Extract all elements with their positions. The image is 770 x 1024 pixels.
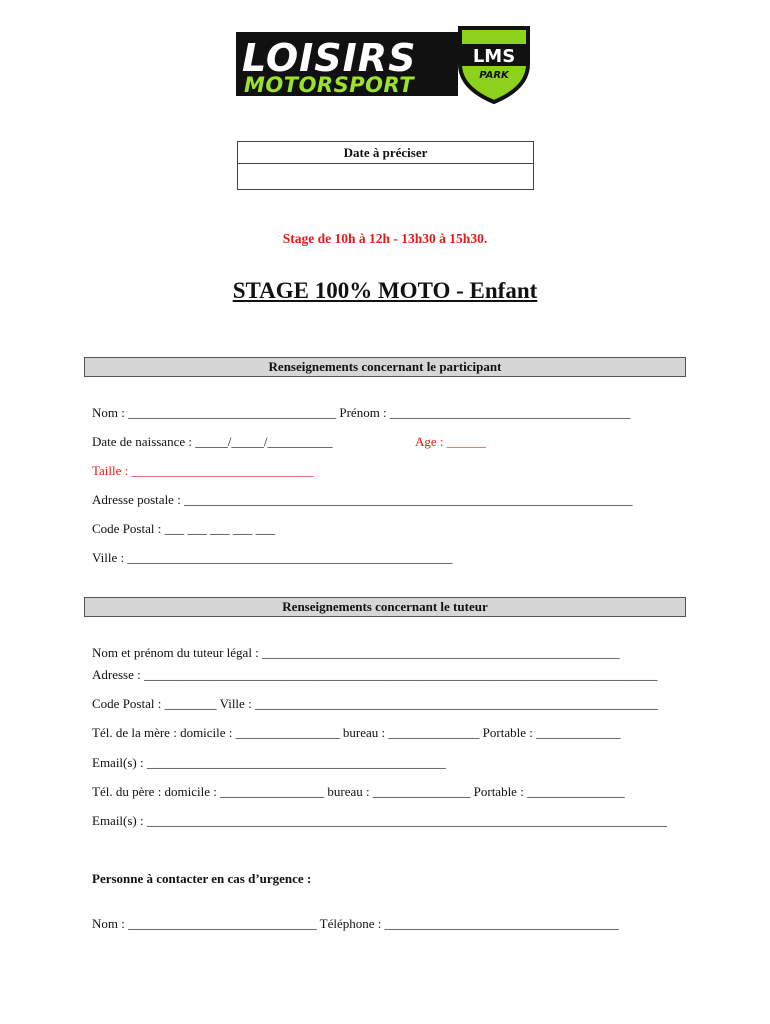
participant-city-field[interactable]: Ville : __________________________________________________ xyxy=(92,550,453,565)
mother-phone-field[interactable]: Tél. de la mère : domicile : ________________ bureau : ______________ Portable : _____________ xyxy=(92,725,621,740)
participant-section-header: Renseignements concernant le participant xyxy=(84,357,686,377)
mother-email-field[interactable]: Email(s) : ______________________________________________ xyxy=(92,755,446,770)
lms-park-shield-icon xyxy=(452,22,536,104)
participant-taille-field[interactable]: Taille : ____________________________ xyxy=(92,463,314,478)
date-box-header: Date à préciser xyxy=(238,142,533,164)
father-phone-field[interactable]: Tél. du père : domicile : ________________ bureau : _______________ Portable : _______________ xyxy=(92,784,625,799)
page-title: STAGE 100% MOTO - Enfant xyxy=(232,278,538,303)
badge-bottom-text: PARK xyxy=(479,70,509,81)
date-box-value[interactable] xyxy=(238,164,533,189)
tuteur-section-header: Renseignements concernant le tuteur xyxy=(84,597,686,617)
emergency-heading: Personne à contacter en cas d’urgence : xyxy=(92,871,312,886)
logo-line2: MOTORSPORT xyxy=(244,73,415,97)
date-box xyxy=(237,141,534,190)
logo-line1: LOISIRS xyxy=(242,36,417,80)
badge-top-text: LMS xyxy=(472,46,516,67)
emergency-contact-field[interactable]: Nom : _____________________________ Téléphone : ____________________________________ xyxy=(92,916,619,931)
participant-birthdate-field[interactable]: Date de naissance : _____/_____/__________ xyxy=(92,434,333,449)
father-email-field[interactable]: Email(s) : ________________________________________________________________________________ xyxy=(92,813,667,828)
schedule-text: Stage de 10h à 12h - 13h30 à 15h30. xyxy=(282,231,488,246)
participant-postcode-field[interactable]: Code Postal : ___ ___ ___ ___ ___ xyxy=(92,521,276,536)
loisirs-motorsport-logo xyxy=(236,22,536,104)
tuteur-name-field[interactable]: Nom et prénom du tuteur légal : _______________________________________________________ xyxy=(92,645,620,660)
tuteur-postcode-city-field[interactable]: Code Postal : ________ Ville : ______________________________________________________________ xyxy=(92,696,658,711)
participant-address-field[interactable]: Adresse postale : _____________________________________________________________________ xyxy=(92,492,633,507)
participant-age-field[interactable]: Age : ______ xyxy=(415,434,486,449)
logo-wordmark-box xyxy=(236,32,458,96)
tuteur-address-field[interactable]: Adresse : _______________________________________________________________________________ xyxy=(92,667,658,682)
participant-nom-prenom-field[interactable]: Nom : ________________________________ Prénom : _____________________________________ xyxy=(92,405,631,420)
